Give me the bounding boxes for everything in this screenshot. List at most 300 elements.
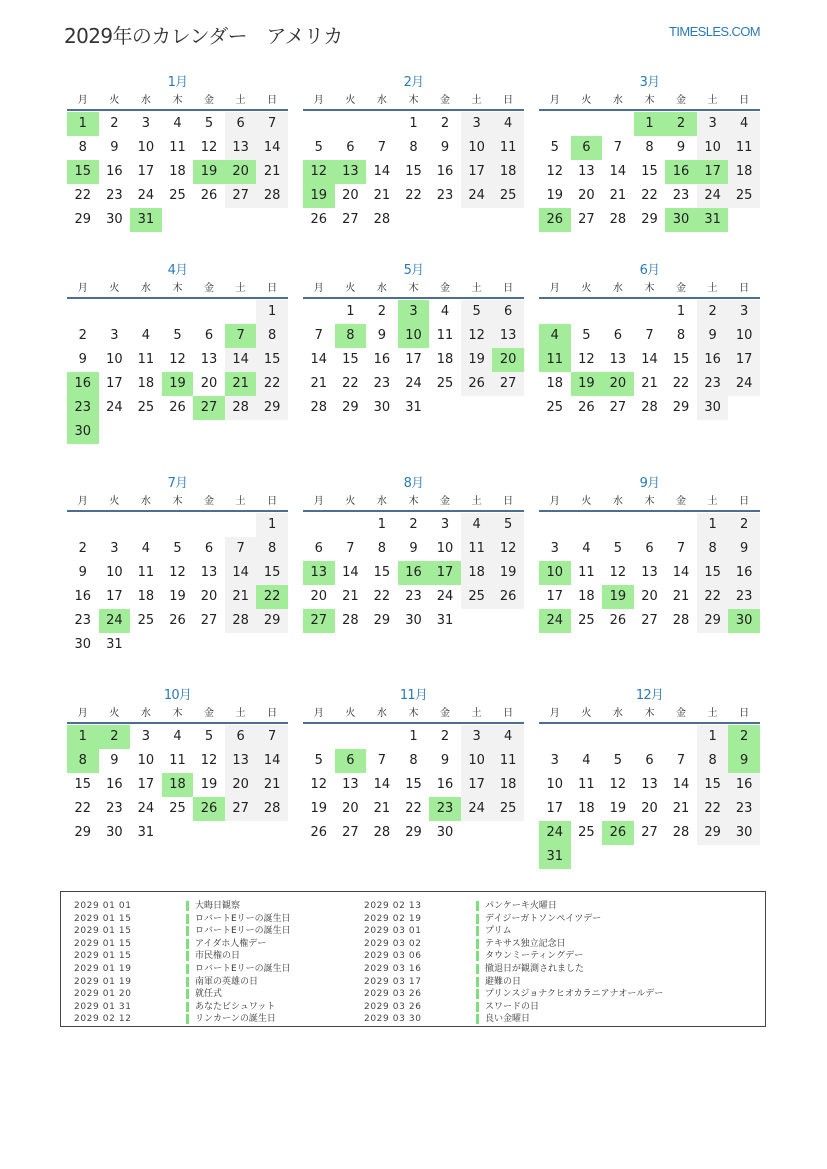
day-cell: 3 <box>110 328 119 343</box>
day-cell: 26 <box>492 585 524 609</box>
month-block <box>67 74 288 232</box>
day-cell: 10 <box>106 352 123 367</box>
day-cell: 28 <box>609 212 627 227</box>
holiday-list-item <box>74 1001 354 1014</box>
day-cell: 11 <box>728 136 760 160</box>
day-cell: 19 <box>609 801 627 816</box>
day-cell: 8 <box>676 328 686 343</box>
day-cell: 27 <box>225 184 257 208</box>
weekday-label: 金 <box>440 496 451 507</box>
day-cell: 12 <box>310 777 328 792</box>
month-divider <box>67 109 288 111</box>
holiday-date: 2029 01 20 <box>74 989 132 1000</box>
weekday-label: 金 <box>440 708 451 719</box>
day-cell: 28 <box>225 609 257 633</box>
day-cell: 8 <box>645 140 654 155</box>
holiday-day-cell: 22 <box>256 585 288 609</box>
day-cell: 28 <box>225 396 257 420</box>
day-cell: 9 <box>440 753 450 768</box>
day-cell: 29 <box>405 825 422 840</box>
month-title: 1月 <box>167 75 188 90</box>
day-cell: 15 <box>405 164 422 179</box>
day-cell: 21 <box>641 376 658 391</box>
day-grid <box>303 112 524 232</box>
holiday-marker <box>186 951 189 961</box>
weekday-label: 木 <box>172 708 183 719</box>
holiday-day-cell: 21 <box>225 372 257 396</box>
holiday-date: 2029 03 26 <box>364 989 422 1000</box>
day-grid <box>67 725 288 845</box>
day-cell: 27 <box>492 372 524 396</box>
weekday-label: 金 <box>676 95 687 106</box>
empty-day-cell <box>539 513 571 537</box>
day-cell: 5 <box>173 541 182 556</box>
day-cell: 15 <box>697 561 729 585</box>
day-cell: 28 <box>256 797 288 821</box>
holiday-day-cell: 13 <box>303 561 335 585</box>
weekday-label: 火 <box>345 496 356 507</box>
weekday-label: 日 <box>267 708 278 719</box>
day-cell: 30 <box>436 825 454 840</box>
day-cell: 4 <box>492 725 524 749</box>
day-cell: 18 <box>546 376 564 391</box>
day-cell: 16 <box>728 773 760 797</box>
holiday-list-item <box>74 963 354 976</box>
holiday-day-cell: 23 <box>429 797 461 821</box>
day-cell: 14 <box>672 777 690 792</box>
holiday-day-cell: 8 <box>335 324 367 348</box>
day-cell: 20 <box>342 801 359 816</box>
day-cell: 3 <box>141 729 151 744</box>
day-cell: 13 <box>641 777 658 792</box>
weekday-label: 日 <box>739 283 750 294</box>
day-cell: 2 <box>110 116 119 131</box>
day-cell: 9 <box>728 537 760 561</box>
day-cell: 5 <box>582 328 591 343</box>
empty-day-cell <box>130 513 162 537</box>
holiday-day-cell: 19 <box>193 160 225 184</box>
day-cell: 23 <box>728 585 760 609</box>
weekday-label: 火 <box>581 283 592 294</box>
day-cell: 2 <box>409 517 418 532</box>
day-cell: 10 <box>137 753 155 768</box>
day-cell: 1 <box>409 729 418 744</box>
weekday-label: 火 <box>109 496 120 507</box>
weekday-label: 火 <box>581 708 592 719</box>
holiday-name: ロバートEリーの誕生日 <box>195 913 291 924</box>
month-divider <box>67 510 288 512</box>
holiday-day-cell: 10 <box>398 324 430 348</box>
month-block <box>539 74 760 232</box>
holiday-date: 2029 01 01 <box>74 901 132 911</box>
day-cell: 25 <box>169 801 186 816</box>
weekday-label: 木 <box>644 496 655 507</box>
holiday-name: 市民権の日 <box>195 951 241 962</box>
day-cell: 1 <box>377 517 387 532</box>
day-cell: 31 <box>405 400 422 415</box>
holiday-list-item <box>364 900 754 913</box>
weekday-label: 金 <box>204 496 215 507</box>
day-cell: 22 <box>256 372 288 396</box>
weekday-label: 土 <box>235 95 246 106</box>
month-title: 12月 <box>635 688 664 703</box>
day-cell: 8 <box>697 537 729 561</box>
empty-day-cell <box>67 513 99 537</box>
weekday-header <box>303 493 524 510</box>
holiday-date: 2029 03 01 <box>364 926 422 937</box>
day-cell: 23 <box>373 376 391 391</box>
weekday-header <box>303 92 524 109</box>
day-cell: 8 <box>256 537 288 561</box>
weekday-label: 水 <box>140 708 151 719</box>
day-cell: 2 <box>697 300 729 324</box>
weekday-label: 水 <box>140 496 151 507</box>
day-cell: 25 <box>578 613 595 628</box>
weekday-label: 金 <box>676 496 687 507</box>
holiday-date: 2029 01 19 <box>74 976 132 987</box>
holiday-name: プリム <box>485 926 512 937</box>
weekday-label: 日 <box>503 283 514 294</box>
day-cell: 23 <box>728 797 760 821</box>
day-cell: 28 <box>256 184 288 208</box>
day-cell: 23 <box>697 372 729 396</box>
empty-day-cell <box>193 513 225 537</box>
day-cell: 30 <box>74 637 92 652</box>
day-cell: 20 <box>342 188 359 203</box>
day-cell: 12 <box>200 753 218 768</box>
day-cell: 24 <box>461 797 493 821</box>
holiday-list-item <box>364 938 754 951</box>
weekday-label: 水 <box>140 283 151 294</box>
weekday-label: 土 <box>471 283 482 294</box>
empty-day-cell <box>602 725 634 749</box>
holiday-name: アイダホ人権デー <box>195 938 267 949</box>
day-cell: 28 <box>373 825 391 840</box>
day-grid <box>67 112 288 232</box>
holiday-list <box>60 891 766 1027</box>
day-cell: 25 <box>546 400 564 415</box>
day-cell: 25 <box>436 376 454 391</box>
day-cell: 12 <box>609 565 627 580</box>
holiday-day-cell: 8 <box>67 749 99 773</box>
day-cell: 19 <box>492 561 524 585</box>
day-cell: 24 <box>461 184 493 208</box>
day-cell: 9 <box>440 140 450 155</box>
holiday-day-cell: 12 <box>303 160 335 184</box>
day-cell: 6 <box>204 541 214 556</box>
holiday-day-cell: 27 <box>303 609 335 633</box>
weekday-label: 金 <box>440 95 451 106</box>
holiday-list-item <box>74 900 354 913</box>
holiday-day-cell: 23 <box>67 396 99 420</box>
holiday-day-cell: 16 <box>665 160 697 184</box>
weekday-label: 木 <box>408 496 419 507</box>
day-cell: 2 <box>728 513 760 537</box>
day-cell: 6 <box>225 725 257 749</box>
day-cell: 3 <box>550 541 559 556</box>
day-cell: 7 <box>676 541 686 556</box>
day-cell: 23 <box>106 801 123 816</box>
empty-day-cell <box>303 513 335 537</box>
day-cell: 10 <box>461 136 493 160</box>
day-cell: 4 <box>461 513 493 537</box>
day-cell: 4 <box>173 729 182 744</box>
day-cell: 4 <box>173 116 182 131</box>
day-cell: 3 <box>550 753 559 768</box>
holiday-marker <box>186 964 189 974</box>
holiday-date: 2029 03 30 <box>364 1014 422 1025</box>
day-cell: 25 <box>578 825 595 840</box>
holiday-day-cell: 17 <box>429 561 461 585</box>
day-cell: 3 <box>440 517 450 532</box>
day-cell: 5 <box>173 328 182 343</box>
month-title: 9月 <box>639 476 660 491</box>
day-cell: 2 <box>377 304 387 319</box>
day-cell: 21 <box>373 801 391 816</box>
holiday-date: 2029 01 15 <box>74 951 132 962</box>
day-cell: 9 <box>78 352 87 367</box>
day-cell: 21 <box>342 589 359 604</box>
holiday-name: パンケーキ火曜日 <box>485 901 557 911</box>
day-cell: 2 <box>78 541 87 556</box>
weekday-label: 水 <box>612 496 623 507</box>
holiday-day-cell: 24 <box>539 821 571 845</box>
day-cell: 2 <box>440 729 450 744</box>
month-divider <box>539 109 760 111</box>
empty-day-cell <box>193 300 225 324</box>
day-cell: 6 <box>346 140 355 155</box>
day-cell: 22 <box>342 376 359 391</box>
day-cell: 25 <box>169 188 186 203</box>
weekday-header <box>67 493 288 510</box>
weekday-label: 金 <box>440 283 451 294</box>
holiday-name: リンカーンの誕生日 <box>195 1014 276 1025</box>
day-cell: 2 <box>78 328 87 343</box>
day-cell: 4 <box>582 541 591 556</box>
empty-day-cell <box>130 300 162 324</box>
day-cell: 17 <box>728 348 760 372</box>
day-cell: 13 <box>200 565 218 580</box>
day-cell: 19 <box>169 589 186 604</box>
day-cell: 27 <box>578 212 595 227</box>
day-cell: 14 <box>672 565 690 580</box>
holiday-list-item <box>74 925 354 938</box>
holiday-name: タウンミーティングデー <box>485 951 584 962</box>
day-cell: 3 <box>141 116 151 131</box>
weekday-label: 月 <box>313 283 324 294</box>
day-cell: 22 <box>373 589 391 604</box>
brand-logo-text[interactable]: TIMESLES.COM <box>669 24 761 39</box>
day-cell: 26 <box>310 825 328 840</box>
day-cell: 1 <box>409 116 418 131</box>
holiday-date: 2029 02 12 <box>74 1014 132 1025</box>
day-cell: 16 <box>436 164 454 179</box>
day-cell: 17 <box>106 589 123 604</box>
holiday-day-cell: 20 <box>225 160 257 184</box>
day-cell: 29 <box>342 400 359 415</box>
day-cell: 13 <box>225 136 257 160</box>
day-cell: 15 <box>672 352 690 367</box>
holiday-list-item <box>74 913 354 926</box>
day-grid <box>539 725 760 869</box>
day-cell: 16 <box>436 777 454 792</box>
weekday-label: 月 <box>313 708 324 719</box>
day-cell: 25 <box>137 613 155 628</box>
month-block <box>67 475 288 657</box>
day-cell: 15 <box>342 352 359 367</box>
weekday-label: 月 <box>549 95 560 106</box>
day-cell: 6 <box>645 753 654 768</box>
weekday-label: 月 <box>77 708 88 719</box>
day-cell: 28 <box>641 400 658 415</box>
day-cell: 24 <box>405 376 422 391</box>
empty-day-cell <box>303 300 335 324</box>
day-cell: 11 <box>169 140 186 155</box>
holiday-day-cell: 11 <box>539 348 571 372</box>
day-cell: 13 <box>492 324 524 348</box>
day-cell: 30 <box>106 212 123 227</box>
holiday-marker <box>476 989 479 999</box>
day-cell: 8 <box>377 541 387 556</box>
day-cell: 13 <box>609 352 627 367</box>
month-block <box>303 262 524 420</box>
day-cell: 18 <box>728 160 760 184</box>
holiday-list-item <box>364 988 754 1001</box>
day-cell: 12 <box>169 565 186 580</box>
day-cell: 1 <box>256 300 288 324</box>
holiday-day-cell: 18 <box>162 773 194 797</box>
day-cell: 7 <box>676 753 686 768</box>
weekday-label: 月 <box>77 95 88 106</box>
day-cell: 18 <box>492 160 524 184</box>
weekday-label: 月 <box>77 496 88 507</box>
day-cell: 1 <box>697 725 729 749</box>
holiday-name: デイジーガトソンペイツデー <box>485 913 602 924</box>
day-cell: 14 <box>256 749 288 773</box>
day-cell: 14 <box>310 352 328 367</box>
holiday-day-cell: 16 <box>398 561 430 585</box>
empty-day-cell <box>162 300 194 324</box>
holiday-day-cell: 24 <box>99 609 131 633</box>
day-cell: 19 <box>461 348 493 372</box>
empty-day-cell <box>335 112 367 136</box>
day-cell: 6 <box>225 112 257 136</box>
weekday-label: 日 <box>739 708 750 719</box>
day-grid <box>539 112 760 232</box>
day-cell: 17 <box>546 589 564 604</box>
holiday-date: 2029 03 06 <box>364 951 422 962</box>
empty-day-cell <box>571 725 603 749</box>
weekday-label: 日 <box>503 95 514 106</box>
empty-day-cell <box>99 300 131 324</box>
holiday-marker <box>186 914 189 924</box>
day-cell: 18 <box>137 589 155 604</box>
day-cell: 10 <box>697 136 729 160</box>
holiday-marker <box>476 977 479 987</box>
empty-day-cell <box>571 513 603 537</box>
day-cell: 10 <box>106 565 123 580</box>
day-cell: 27 <box>342 212 359 227</box>
holiday-name: テキサス独立記念日 <box>485 938 566 949</box>
day-cell: 22 <box>405 188 422 203</box>
day-grid <box>539 300 760 420</box>
day-cell: 12 <box>200 140 218 155</box>
holiday-list-column-right <box>364 900 754 1026</box>
empty-day-cell <box>303 112 335 136</box>
weekday-label: 木 <box>408 95 419 106</box>
holiday-list-column-left <box>74 900 354 1026</box>
holiday-marker <box>186 1002 189 1012</box>
day-cell: 21 <box>672 801 690 816</box>
day-cell: 13 <box>641 565 658 580</box>
empty-day-cell <box>602 513 634 537</box>
day-cell: 23 <box>106 188 123 203</box>
day-cell: 7 <box>613 140 623 155</box>
empty-day-cell <box>303 725 335 749</box>
day-cell: 25 <box>492 797 524 821</box>
day-cell: 26 <box>609 613 627 628</box>
holiday-day-cell: 26 <box>539 208 571 232</box>
holiday-day-cell: 19 <box>571 372 603 396</box>
day-cell: 27 <box>225 797 257 821</box>
holiday-day-cell: 2 <box>99 725 131 749</box>
day-cell: 8 <box>78 140 87 155</box>
day-cell: 22 <box>672 376 690 391</box>
day-cell: 8 <box>409 753 418 768</box>
day-cell: 1 <box>697 513 729 537</box>
month-divider <box>67 297 288 299</box>
day-cell: 15 <box>256 561 288 585</box>
holiday-date: 2029 03 26 <box>364 1001 422 1012</box>
weekday-label: 木 <box>408 708 419 719</box>
day-cell: 9 <box>377 328 387 343</box>
holiday-day-cell: 30 <box>665 208 697 232</box>
day-cell: 28 <box>672 825 690 840</box>
empty-day-cell <box>665 725 697 749</box>
weekday-label: 土 <box>235 708 246 719</box>
day-cell: 28 <box>373 212 391 227</box>
weekday-header <box>539 280 760 297</box>
day-cell: 9 <box>110 140 119 155</box>
holiday-list-item <box>364 1013 754 1026</box>
day-cell: 5 <box>461 300 493 324</box>
month-block <box>539 262 760 420</box>
day-cell: 20 <box>641 589 658 604</box>
month-divider <box>303 297 524 299</box>
weekday-label: 水 <box>612 708 623 719</box>
holiday-list-item <box>364 963 754 976</box>
month-title: 8月 <box>403 476 424 491</box>
holiday-day-cell: 15 <box>67 160 99 184</box>
month-title: 7月 <box>167 476 188 491</box>
holiday-date: 2029 03 17 <box>364 976 422 987</box>
day-cell: 25 <box>728 184 760 208</box>
day-cell: 12 <box>578 352 595 367</box>
holiday-name: 大晦日観察 <box>195 901 241 911</box>
day-cell: 14 <box>256 136 288 160</box>
weekday-label: 水 <box>140 95 151 106</box>
day-cell: 18 <box>578 801 595 816</box>
holiday-day-cell: 2 <box>728 725 760 749</box>
month-block <box>67 262 288 444</box>
holiday-day-cell: 9 <box>728 749 760 773</box>
day-cell: 21 <box>256 773 288 797</box>
day-grid <box>67 300 288 444</box>
day-cell: 6 <box>613 328 623 343</box>
day-cell: 29 <box>74 212 92 227</box>
holiday-marker <box>186 989 189 999</box>
weekday-label: 水 <box>612 95 623 106</box>
